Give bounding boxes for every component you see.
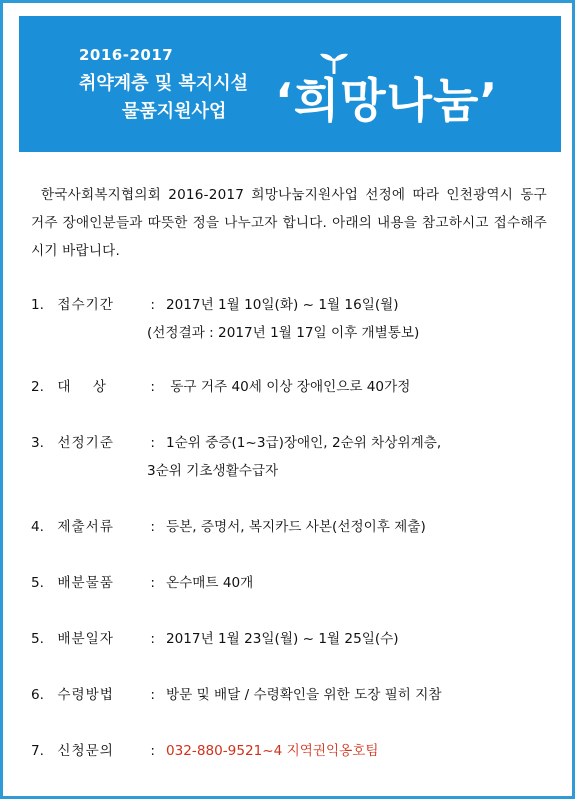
- list-item-distribution-goods: [31, 569, 551, 597]
- banner-title-line2: 물품지원사업: [122, 101, 227, 122]
- item-value: 1순위 중증(1~3급)장애인, 2순위 차상위계층,: [165, 435, 442, 451]
- item-label: 선정기준: [57, 435, 114, 451]
- item-number: 1.: [31, 297, 44, 313]
- item-label: 배분물품: [57, 575, 114, 591]
- banner-year: 2016-2017: [79, 46, 174, 64]
- item-colon: :: [150, 687, 155, 703]
- list-item-target: [31, 373, 551, 401]
- item-label: 제출서류: [57, 519, 114, 535]
- item-number: 3.: [31, 435, 44, 451]
- inquiry-contact: 032-880-9521~4 지역권익옹호팀: [165, 743, 379, 759]
- item-value: 방문 및 배달 / 수령확인을 위한 도장 필히 지참: [165, 687, 442, 703]
- banner-title-line1: 취약계층 및 복지시설: [79, 73, 249, 94]
- list-item-application-period: [31, 291, 551, 347]
- item-label: 수령방법: [57, 687, 114, 703]
- item-number: 6.: [31, 687, 44, 703]
- item-colon: :: [150, 519, 155, 535]
- item-number: 7.: [31, 743, 44, 759]
- item-label: 접수기간: [57, 297, 114, 313]
- item-subvalue: 3순위 기초생활수급자: [147, 463, 279, 479]
- item-value: 2017년 1월 10일(화) ~ 1월 16일(월): [165, 297, 399, 313]
- item-colon: :: [150, 575, 155, 591]
- item-label: 대 상: [57, 379, 107, 395]
- list-item-receipt-method: [31, 681, 551, 709]
- item-number: 4.: [31, 519, 44, 535]
- item-colon: :: [150, 631, 155, 647]
- item-number: 5.: [31, 631, 44, 647]
- item-colon: :: [150, 379, 155, 395]
- list-item-inquiry: [31, 737, 551, 765]
- item-value: 2017년 1월 23일(월) ~ 1월 25일(수): [165, 631, 399, 647]
- item-value: 온수매트 40개: [165, 575, 254, 591]
- item-label: 신청문의: [57, 743, 114, 759]
- item-subvalue: (선정결과 : 2017년 1월 17일 이후 개별통보): [147, 325, 420, 341]
- item-number: 5.: [31, 575, 44, 591]
- item-label: 배분일자: [57, 631, 114, 647]
- item-value: 동구 거주 40세 이상 장애인으로 40가정: [165, 379, 411, 395]
- list-item-documents: [31, 513, 551, 541]
- list-item-distribution-date: [31, 625, 551, 653]
- item-colon: :: [150, 297, 155, 313]
- list-item-selection-criteria: [31, 429, 551, 485]
- header-banner: [19, 16, 561, 152]
- item-value: 등본, 증명서, 복지카드 사본(선정이후 제출): [165, 519, 426, 535]
- item-number: 2.: [31, 379, 44, 395]
- item-colon: :: [150, 435, 155, 451]
- banner-logo-text: ‘희망나눔’: [275, 74, 499, 129]
- item-colon: :: [150, 743, 155, 759]
- intro-paragraph: 한국사회복지협의회 2016-2017 희망나눔지원사업 선정에 따라 인천광역시 동구 거주 장애인분들과 따뜻한 정을 나누고자 합니다. 아래의 내용을 참고하시고 접수해주시기 바랍니다.: [31, 187, 547, 259]
